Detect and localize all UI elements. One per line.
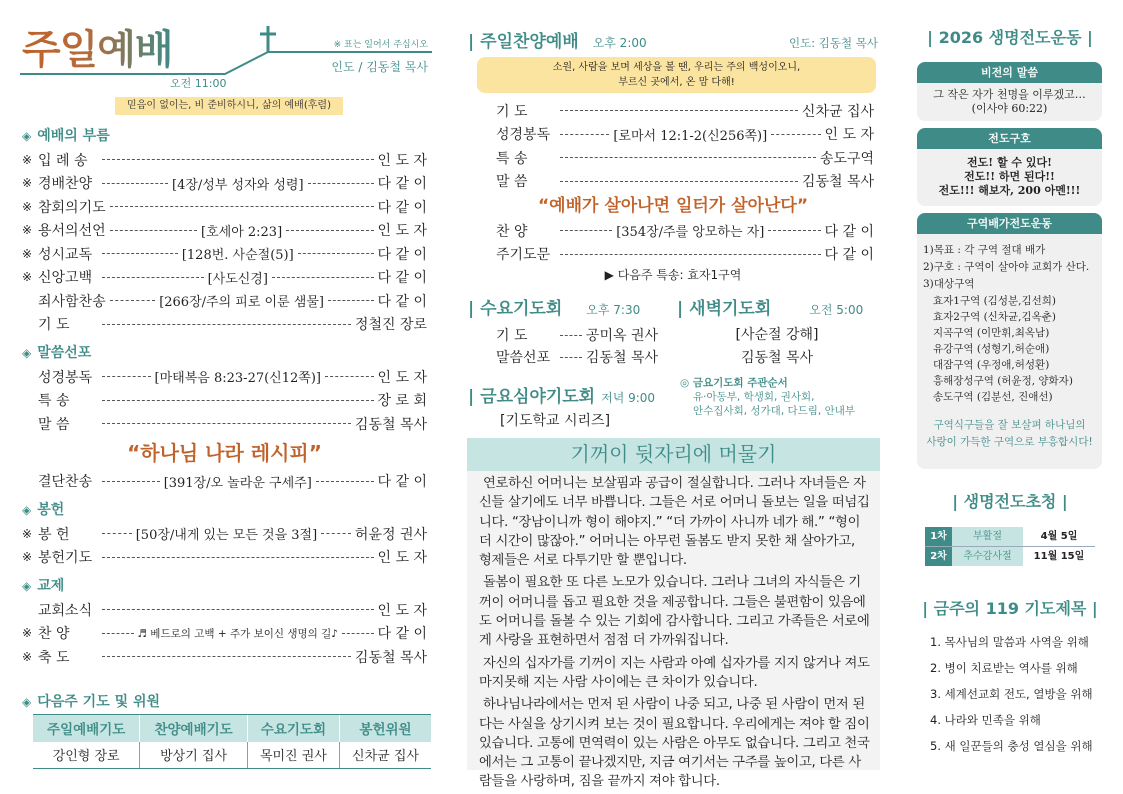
worship-theme: 믿음이 없이는, 비 준비하시니, 삶의 예배(후렴) <box>115 97 343 115</box>
praise-title: | 주일찬양예배 오후 2:00 <box>468 32 647 52</box>
invite-name: 부활절 <box>952 527 1023 546</box>
row-label: 성경봉독 <box>496 127 551 144</box>
district-area: 지곡구역 (이만휘,최옥남) <box>933 327 1050 339</box>
order-row <box>22 546 427 570</box>
row-person: 송도구역 <box>819 150 874 167</box>
article-paragraph: 하나님나라에서는 먼저 된 사람이 나중 되고, 나중 된 사람이 먼저 된다는 사실을 상기시켜 보는 것이 필요합니다. 우리에게는 져야 할 짐이 있습니다. 고통에 면역력이 있는 사람은 아무도 없습니다. 그리고 천국에서는 그 고통이 끝나겠지만, 지금 여기서는 구주를 높이고, 다른 사람들을 사랑하며, 짐을 끝까지 져야 합니다. <box>479 697 870 790</box>
order-row <box>480 146 874 170</box>
vision-box: 비전의 말씀 그 작은 자가 천명을 이루겠고… (이사야 60:22) <box>917 62 1102 121</box>
invite-table <box>925 527 1095 566</box>
row-label: 봉 헌 <box>38 526 70 543</box>
dotted-leader <box>102 183 168 184</box>
section-heading <box>22 125 427 148</box>
order-row <box>480 99 874 123</box>
row-person: 김동철 목사 <box>801 174 874 191</box>
row-person: 인 도 자 <box>824 127 874 144</box>
invite-date: 11월 15일 <box>1033 550 1085 562</box>
dotted-leader <box>102 481 160 482</box>
order-row <box>480 170 874 194</box>
dotted-leader <box>321 533 351 534</box>
dotted-leader <box>328 300 374 301</box>
dotted-leader <box>102 400 374 401</box>
row-label: 기 도 <box>38 317 70 334</box>
dotted-leader <box>560 110 798 111</box>
row-label: 말씀선포 <box>496 350 551 366</box>
dotted-leader <box>325 376 374 377</box>
row-label: 기 도 <box>496 328 528 344</box>
order-row <box>480 324 658 346</box>
row-label: 축 도 <box>38 649 70 666</box>
order-row <box>22 219 427 243</box>
diamond-bullet-icon: ◈ <box>22 129 32 143</box>
row-person: 공미옥 권사 <box>585 328 658 344</box>
dotted-leader <box>102 423 351 424</box>
district-area: 송도구역 (김분선, 진애선) <box>933 391 1053 403</box>
dotted-leader <box>560 335 582 336</box>
friday-series: [기도학교 시리즈] <box>500 413 611 429</box>
row-detail: [4장/성부 성자와 성령] <box>172 177 304 193</box>
section-heading <box>22 499 427 522</box>
sermon-title: “하나님 나라 레시피” <box>127 440 322 465</box>
wednesday-prayer: | 수요기도회 오후 7:30 기 도 공미옥 권사 말씀선포 김동철 목사 <box>468 299 658 366</box>
dotted-leader <box>560 134 609 135</box>
row-person: 인 도 자 <box>377 602 427 619</box>
dotted-leader <box>560 254 821 255</box>
row-person: 장 로 회 <box>377 393 427 410</box>
prayer-item: 5. 새 일꾼들의 충성 열심을 위해 <box>930 739 1093 753</box>
duty-header: 찬양예배기도 <box>140 715 248 742</box>
invite-no: 2차 <box>925 547 952 567</box>
dawn-topic: [사순절 강해] <box>735 327 819 343</box>
row-person: 다 같 이 <box>377 199 427 216</box>
section-title: 교제 <box>37 578 65 594</box>
dotted-leader <box>110 206 374 207</box>
asterisk-mark: ※ <box>22 270 33 285</box>
order-row <box>22 266 427 290</box>
row-person: 정철진 장로 <box>354 317 427 334</box>
dotted-leader <box>102 324 351 325</box>
section-title: 말씀선포 <box>37 345 92 361</box>
row-detail: [354장/주를 앙모하는 자] <box>616 225 765 241</box>
asterisk-mark: ※ <box>22 223 33 238</box>
row-detail: [50장/내게 있는 모든 것을 3절] <box>135 528 318 544</box>
slogan-box: 전도구호 전도! 할 수 있다! 전도!! 하면 된다!! 전도!!! 해보자, 200 아멘!!! <box>917 128 1102 206</box>
row-label: 특 송 <box>496 150 528 167</box>
row-label: 주기도문 <box>496 247 551 264</box>
row-person: 다 같 이 <box>824 247 874 264</box>
district-area: 유강구역 (성형기,허순애) <box>933 343 1050 355</box>
duty-value: 신차균 집사 <box>339 742 431 769</box>
order-row <box>22 195 427 219</box>
article-paragraph: 돌봄이 필요한 또 다른 노모가 있습니다. 그러나 그녀의 자식들은 기꺼이 어머니를 돕고 필요한 것을 제공합니다. 그들은 불편함이 있음에도 어머니를 돌볼 수 있는 기회에 감사합니다. 그리고 가족들은 서로에게 사랑을 표현하면서 점점 더 가까워집니다. <box>479 575 870 649</box>
order-of-worship <box>22 125 427 669</box>
row-label: 찬 양 <box>496 223 528 240</box>
order-row <box>22 622 427 646</box>
dotted-leader <box>102 633 134 634</box>
asterisk-mark: ※ <box>22 199 33 214</box>
dotted-leader <box>771 134 820 135</box>
order-row <box>22 412 427 436</box>
dotted-leader <box>102 376 151 377</box>
row-detail: [마태복음 8:23-27(신12쪽)] <box>154 371 321 387</box>
order-row <box>22 172 427 196</box>
row-person: 다 같 이 <box>377 270 427 287</box>
duty-header: 주일예배기도 <box>33 715 140 742</box>
asterisk-mark: ※ <box>22 246 33 261</box>
prayer-item: 2. 병이 치료받는 역사를 위해 <box>930 661 1078 675</box>
worship-time: 오전 11:00 <box>170 77 227 90</box>
order-row <box>22 289 427 313</box>
row-person: 다 같 이 <box>377 626 427 643</box>
row-label: 신앙고백 <box>38 270 93 287</box>
article-title: 기꺼이 뒷자리에 머물기 <box>467 438 880 471</box>
row-person: 다 같 이 <box>377 176 428 193</box>
district-area: 효자2구역 (신차균,김옥춘) <box>933 311 1056 323</box>
prayer-item: 1. 목사님의 말씀과 사역을 위해 <box>930 635 1089 649</box>
order-row <box>480 243 874 267</box>
diamond-bullet-icon: ◈ <box>22 579 32 593</box>
praise-sermon-title: “예배가 살아나면 일터가 살아난다” <box>537 196 808 216</box>
invite-row <box>925 527 1095 547</box>
campaign-title: | 2026 생명전도운동 | <box>927 28 1093 47</box>
praise-time: 오후 2:00 <box>592 36 647 50</box>
district-area: 대잠구역 (우정애,허성환) <box>933 359 1050 371</box>
district-closing: 구역식구들을 잘 보살펴 하나님의 사랑이 가득한 구역으로 부흥합시다! <box>926 419 1093 448</box>
invite-row <box>925 547 1095 567</box>
row-label: 성경봉독 <box>38 369 93 386</box>
duty-header: 봉헌위원 <box>339 715 431 742</box>
diamond-bullet-icon: ◈ <box>22 503 32 517</box>
dotted-leader <box>342 633 374 634</box>
praise-theme: 소원, 사람을 보며 세상을 볼 땐, 우리는 주의 백성이오니, 부르신 곳에서, 온 맘 다해! <box>477 57 876 93</box>
dawn-prayer: | 새벽기도회 오전 5:00 [사순절 강해] 김동철 목사 <box>677 294 877 370</box>
order-row <box>480 346 658 368</box>
article-paragraph: 연로하신 어머니는 보살핌과 공급이 절실합니다. 그러나 자녀들은 자신들 살기에도 너무 바쁩니다. 그들은 서로 어머니 돌보는 일을 떠넘깁니다. “장남이니까 형이 해야지.” “더 가까이 사니까 네가 해.” “형이 더 시간이 많잖아.” 어머니는 아무런 돌봄도 받지 못한 채 살아가고, 형제들은 서로 다투기만 할 뿐입니다. <box>479 476 870 569</box>
order-row <box>22 389 427 413</box>
asterisk-mark: ※ <box>22 526 33 541</box>
asterisk-mark: ※ <box>22 550 33 565</box>
order-row <box>480 123 874 147</box>
dotted-leader <box>110 230 197 231</box>
cross-icon <box>260 26 276 52</box>
row-person: 김동철 목사 <box>354 649 427 666</box>
prayer-title: | 금주의 119 기도제목 | <box>922 599 1098 618</box>
prayer-item: 4. 나라와 민족을 위해 <box>930 713 1041 727</box>
invite-date: 4월 5일 <box>1040 531 1078 542</box>
row-person: 인 도 자 <box>377 152 427 169</box>
duty-value: 목미진 권사 <box>247 742 339 769</box>
row-detail: [128번. 사순절(5)] <box>181 248 294 264</box>
row-person: 신차균 집사 <box>801 103 874 120</box>
column-article <box>467 438 880 790</box>
invite-no: 1차 <box>925 527 952 546</box>
order-row <box>22 522 427 546</box>
dawn-preacher: 김동철 목사 <box>740 350 814 366</box>
next-week-special: ▶ 다음주 특송: 효자1구역 <box>604 268 742 282</box>
diamond-bullet-icon: ◈ <box>22 695 32 709</box>
praise-worship <box>468 27 878 284</box>
row-person: 다 같 이 <box>824 223 874 240</box>
district-box: 구역배가전도운동 1)목표 : 각 구역 절대 배가 2)구호 : 구역이 살아야 교회가 산다. 3)대상구역 효자1구역 (김성분,김선희) 효자2구역 (신차균,김옥춘) 지곡구역 (이만휘,최옥남) 유강구역 (성형기,허순애) 대잠구역 (우정애,허성환) 흥해장성구역 (허윤정, 양화자) 송도구역 (김분선, 진애선) 구역식구들을 잘 보살펴 하나님의 사랑이 가득한 구역으로 부흥합시다! <box>917 213 1102 469</box>
section-title: 봉헌 <box>37 502 65 518</box>
row-person: 인 도 자 <box>377 550 427 567</box>
section-heading <box>22 575 427 598</box>
order-row <box>22 598 427 622</box>
dotted-leader <box>298 253 374 254</box>
asterisk-mark: ※ <box>22 626 33 641</box>
order-row <box>22 313 427 337</box>
order-row <box>22 470 427 494</box>
section-title: 예배의 부름 <box>37 128 110 144</box>
section-heading <box>22 342 427 365</box>
row-person: 인 도 자 <box>377 369 428 386</box>
row-detail: [로마서 12:1-2(신256쪽)] <box>613 128 768 144</box>
row-person: 허윤정 권사 <box>354 526 427 543</box>
dotted-leader <box>560 230 612 231</box>
row-label: 입 례 송 <box>38 152 88 169</box>
row-person: 인 도 자 <box>377 223 428 240</box>
dotted-leader <box>286 230 373 231</box>
row-label: 찬 양 <box>38 626 70 643</box>
asterisk-mark: ※ <box>22 176 33 191</box>
asterisk-mark: ※ <box>22 649 33 664</box>
praise-leader: 인도: 김동철 목사 <box>789 36 878 50</box>
row-person: 다 같 이 <box>377 293 427 310</box>
row-detail: [391장/오 놀라운 구세주] <box>163 475 312 491</box>
standing-note: ※ 표는 일어서 주십시오 <box>333 40 428 50</box>
dotted-leader <box>102 159 374 160</box>
row-label: 경배찬양 <box>38 176 93 193</box>
dotted-leader <box>560 157 816 158</box>
dotted-leader <box>102 253 178 254</box>
order-row <box>22 365 427 389</box>
row-label: 교회소식 <box>38 602 93 619</box>
dotted-leader <box>272 277 374 278</box>
row-label: 봉헌기도 <box>38 550 93 567</box>
row-label: 용서의선언 <box>38 223 106 240</box>
row-label: 기 도 <box>496 103 528 120</box>
row-label: 참회의기도 <box>38 199 106 216</box>
duty-value: 강인형 장로 <box>33 742 140 769</box>
row-label: 죄사함찬송 <box>38 293 106 310</box>
row-detail: [266장/주의 피로 이룬 샘물] <box>159 295 324 311</box>
duty-value: 방상기 집사 <box>140 742 248 769</box>
dotted-leader <box>102 277 204 278</box>
friday-prayer: | 금요심야기도회 저녁 9:00 [기도학교 시리즈] <box>468 382 668 430</box>
order-row <box>22 242 427 266</box>
row-person: 김동철 목사 <box>354 416 427 433</box>
row-detail: [사도신경] <box>207 271 268 287</box>
district-area: 효자1구역 (김성분,김선희) <box>933 295 1056 307</box>
page-title: 주일예배 <box>22 18 173 75</box>
dotted-leader <box>110 300 156 301</box>
prayer-item: 3. 세계선교회 전도, 열방을 위해 <box>930 687 1093 701</box>
row-detail: ♬ 베드로의 고백 + 주가 보이신 생명의 길♪ <box>137 627 338 640</box>
friday-order: ◎ 금요기도회 주관순서 유·아동부, 학생회, 권사회, 안수집사회, 성가대, 다드림, 안내부 <box>680 377 856 417</box>
dotted-leader <box>102 557 374 558</box>
asterisk-mark: ※ <box>22 152 33 167</box>
worship-leader: 인도 / 김동철 목사 <box>331 60 428 74</box>
prayer-list <box>930 629 1093 759</box>
row-label: 결단찬송 <box>38 474 93 491</box>
dotted-leader <box>102 533 132 534</box>
order-row <box>22 645 427 669</box>
dotted-leader <box>102 609 374 610</box>
diamond-bullet-icon: ◈ <box>22 346 32 360</box>
dotted-leader <box>560 181 798 182</box>
dotted-leader <box>560 357 582 358</box>
row-person: 김동철 목사 <box>585 350 658 366</box>
dotted-leader <box>316 481 374 482</box>
district-area: 흥해장성구역 (허윤정, 양화자) <box>933 375 1073 387</box>
dotted-leader <box>768 230 820 231</box>
row-label: 특 송 <box>38 393 70 410</box>
order-row <box>480 219 874 243</box>
row-detail: [호세아 2:23] <box>201 224 283 240</box>
row-label: 말 씀 <box>38 416 70 433</box>
dotted-leader <box>308 183 374 184</box>
invite-name: 추수감사절 <box>952 547 1023 567</box>
duty-section <box>22 691 432 769</box>
article-paragraph: 자신의 십자가를 기꺼이 지는 사람과 아예 십자가를 지지 않거나 져도 마지못해 지는 사람 사이에는 큰 차이가 있습니다. <box>479 655 870 690</box>
row-label: 말 씀 <box>496 174 528 191</box>
row-person: 다 같 이 <box>377 246 428 263</box>
duty-table <box>33 714 431 769</box>
row-label: 성시교독 <box>38 246 93 263</box>
section-heading: ◈ 다음주 기도 및 위원 <box>22 694 161 710</box>
order-row <box>22 148 427 172</box>
dotted-leader <box>102 656 351 657</box>
invite-title: | 생명전도초청 | <box>952 492 1068 511</box>
duty-header: 수요기도회 <box>247 715 339 742</box>
row-person: 다 같 이 <box>377 474 427 491</box>
